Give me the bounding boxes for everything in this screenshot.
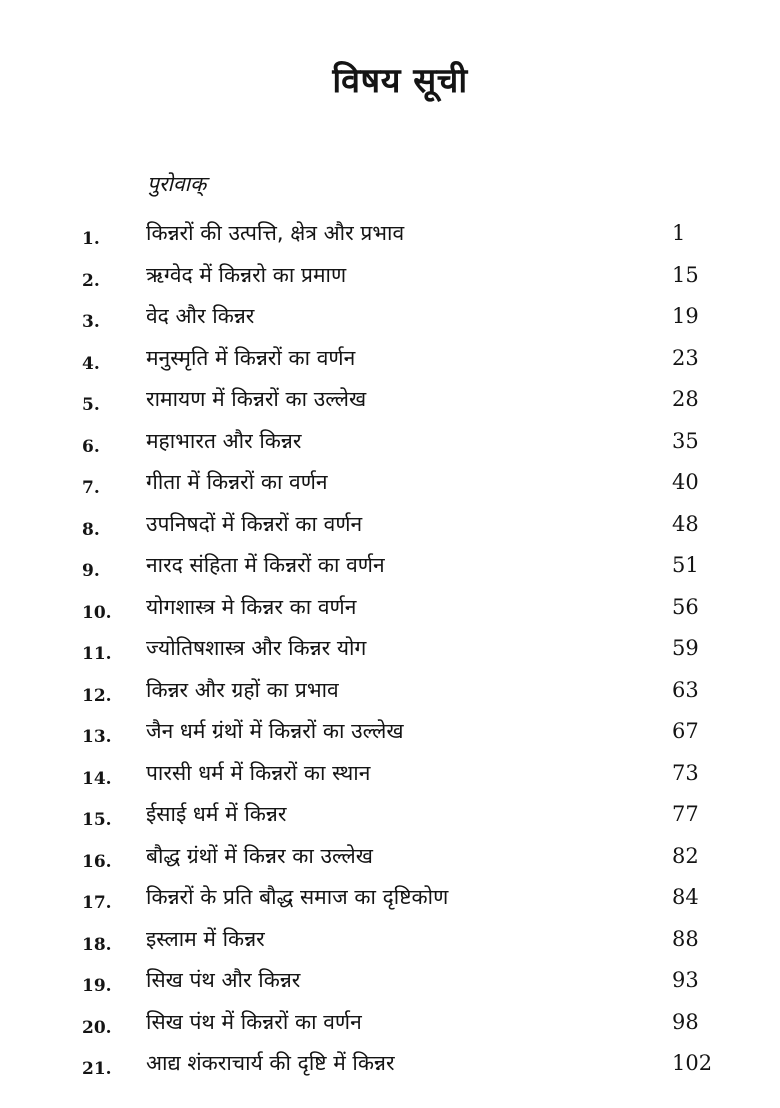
toc-entry-title: नारद संहिता में किन्नरों का वर्णन <box>146 553 385 577</box>
toc-entry-page: 51 <box>672 553 699 577</box>
toc-entry-number: 18. <box>82 934 112 955</box>
toc-entry <box>0 919 780 961</box>
toc-entry <box>0 338 780 380</box>
toc-entry-number: 16. <box>82 851 112 872</box>
toc-entry-page: 19 <box>672 304 699 328</box>
toc-entry-title: महाभारत और किन्नर <box>146 428 302 453</box>
toc-entry-title: पारसी धर्म में किन्नरों का स्थान <box>146 760 371 785</box>
toc-entry <box>0 587 780 629</box>
toc-entry-number: 21. <box>82 1059 112 1079</box>
toc-entry-page: 84 <box>672 885 699 909</box>
toc-entry-number: 9. <box>82 561 100 581</box>
toc-entry-title: रामायण में किन्नरों का उल्लेख <box>146 387 367 411</box>
toc-entry-number: 6. <box>82 436 100 457</box>
toc-entry-number: 14. <box>82 768 112 789</box>
toc-entry-page: 93 <box>672 968 699 992</box>
toc-entry <box>0 670 780 712</box>
toc-entry <box>0 1043 780 1085</box>
toc-entry-title: गीता में किन्नरों का वर्णन <box>146 470 328 494</box>
toc-entry <box>0 1002 780 1044</box>
toc-entry <box>0 545 780 587</box>
table-of-contents <box>0 213 780 1085</box>
toc-entry-page: 28 <box>672 387 699 411</box>
toc-entry-title: सिख पंथ में किन्नरों का वर्णन <box>146 1009 362 1034</box>
toc-entry-title: ज्योतिषशास्त्र और किन्नर योग <box>146 636 367 660</box>
toc-entry-page: 59 <box>672 636 699 660</box>
toc-entry <box>0 836 780 878</box>
preface-entry: पुरोवाक् <box>147 172 207 196</box>
page-title: विषय सूची <box>332 61 468 101</box>
toc-entry-number: 13. <box>82 727 112 747</box>
toc-entry <box>0 711 780 753</box>
toc-entry-title: ईसाई धर्म में किन्नर <box>146 802 287 826</box>
toc-entry-number: 11. <box>82 644 112 664</box>
toc-entry <box>0 379 780 421</box>
toc-entry <box>0 255 780 297</box>
toc-entry-number: 7. <box>82 478 100 498</box>
toc-entry-page: 48 <box>672 511 699 536</box>
toc-entry <box>0 794 780 836</box>
toc-entry-page: 67 <box>672 719 699 743</box>
toc-entry-title: ऋग्वेद में किन्नरो का प्रमाण <box>146 262 347 287</box>
toc-entry-number: 12. <box>82 685 112 706</box>
toc-entry-page: 40 <box>672 470 699 494</box>
toc-entry-number: 15. <box>82 810 112 830</box>
toc-entry-number: 3. <box>82 312 100 332</box>
toc-entry-title: किन्नर और ग्रहों का प्रभाव <box>146 677 339 702</box>
toc-entry-title: किन्नरों की उत्पत्ति, क्षेत्र और प्रभाव <box>146 221 405 245</box>
toc-entry-number: 1. <box>82 229 100 249</box>
toc-entry-number: 20. <box>82 1017 112 1038</box>
toc-entry-title: वेद और किन्नर <box>146 304 255 328</box>
toc-entry-page: 73 <box>672 760 699 785</box>
toc-entry-title: योगशास्त्र मे किन्नर का वर्णन <box>146 594 357 619</box>
toc-entry-title: सिख पंथ और किन्नर <box>146 968 301 992</box>
toc-entry-page: 23 <box>672 345 699 370</box>
toc-entry-number: 2. <box>82 270 100 291</box>
toc-entry-page: 1 <box>672 221 686 245</box>
toc-entry-title: किन्नरों के प्रति बौद्ध समाज का दृष्टिकोण <box>146 885 449 909</box>
toc-entry <box>0 628 780 670</box>
toc-entry <box>0 877 780 919</box>
toc-entry <box>0 213 780 255</box>
toc-entry-page: 102 <box>672 1051 713 1075</box>
toc-entry-page: 56 <box>672 594 699 619</box>
toc-entry-number: 8. <box>82 519 100 540</box>
toc-entry-page: 88 <box>672 926 699 951</box>
toc-entry-page: 35 <box>672 428 699 453</box>
toc-entry-title: उपनिषदों में किन्नरों का वर्णन <box>146 511 363 536</box>
toc-entry <box>0 753 780 795</box>
toc-entry-number: 5. <box>82 395 100 415</box>
toc-entry-page: 77 <box>672 802 699 826</box>
toc-entry-number: 10. <box>82 602 112 623</box>
toc-entry <box>0 462 780 504</box>
toc-entry-page: 98 <box>672 1009 699 1034</box>
toc-entry-number: 4. <box>82 353 100 374</box>
toc-entry-number: 19. <box>82 976 112 996</box>
toc-entry-title: जैन धर्म ग्रंथों में किन्नरों का उल्लेख <box>146 719 404 743</box>
toc-entry <box>0 960 780 1002</box>
toc-entry <box>0 296 780 338</box>
toc-entry-title: आद्य शंकराचार्य की दृष्टि में किन्नर <box>146 1051 395 1075</box>
toc-entry-title: इस्लाम में किन्नर <box>146 926 265 951</box>
toc-entry-title: बौद्ध ग्रंथों में किन्नर का उल्लेख <box>146 843 373 868</box>
toc-entry-page: 82 <box>672 843 699 868</box>
toc-entry-number: 17. <box>82 893 112 913</box>
toc-entry-title: मनुस्मृति में किन्नरों का वर्णन <box>146 345 356 370</box>
toc-entry-page: 15 <box>672 262 699 287</box>
toc-entry-page: 63 <box>672 677 699 702</box>
toc-entry <box>0 504 780 546</box>
toc-entry <box>0 421 780 463</box>
